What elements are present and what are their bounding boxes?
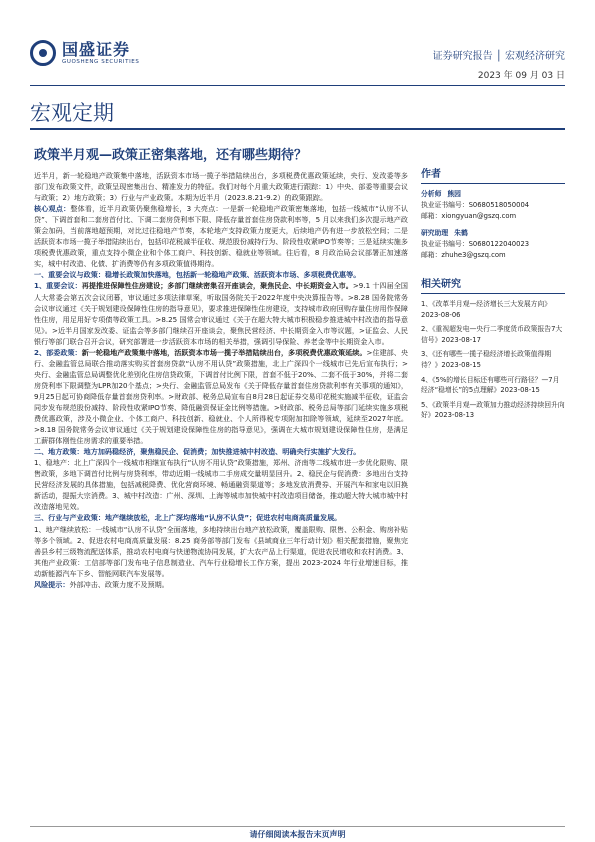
section-1-2-paragraph	[34, 347, 408, 446]
analyst-name: 熊园	[447, 190, 461, 198]
section-1-1-paragraph	[34, 280, 408, 346]
authors-heading: 作者	[421, 165, 565, 184]
assistant-name: 朱鹤	[454, 229, 468, 237]
section-title: 宏观定期	[30, 101, 114, 125]
footer-divider	[30, 826, 565, 827]
related-item[interactable]: 1、《改革半月观—经济增长三大发展方向》2023-08-06	[421, 300, 552, 319]
report-date: 2023 年 09 月 03 日	[477, 71, 565, 81]
footer-disclaimer: 请仔细阅读本报告末页声明	[249, 830, 346, 839]
related-research	[421, 275, 565, 421]
section-1-heading: 一、重要会议与政策：稳增长政策加快落地，包括新一轮稳地产政策、活跃资本市场、多项税费优惠等。	[34, 270, 361, 280]
related-item[interactable]: 5、《政策半月观—政策加力推动经济持续回升向好》2023-08-13	[421, 400, 565, 420]
brand-name-en: GUOSHENG SECURITIES	[62, 58, 140, 65]
section-1-1-headline: 再提推进保障性住房建设；多部门继续密集召开座谈会，聚焦民企、中长期资金入市。	[81, 281, 353, 291]
brand-logo	[30, 38, 139, 68]
section-3-heading: 三、行业与产业政策：地产继续放松，北上广深均落地“认房不认贷”；促进农村电商高质量发展。	[34, 513, 342, 523]
risk-paragraph	[34, 579, 408, 590]
section-3-text: 1、地产继续放松：一线城市“认房不认贷”全面落地，多地持续出台地产放松政策，覆盖限购、限售、公积金、购房补贴等多个领域。2、促进农村电商高质量发展：8.25 商务部等部门发布《县域商业三年行动计划》相关配套措施，聚焦完善县乡村三级物流配送体系，推动农村电商与快递物流协同发展，扩大农产品上行渠道，促进农民增收和农村消费。3、其他产业政策：工信部等部门发布电子信息制造业、汽车行业稳增长工作方案，提出 2023-2024 年行业增速目标，推动新能源汽车下乡、智能网联汽车发展等。	[34, 524, 408, 578]
core-view-text: 整体看，近半月政策仍聚焦稳增长，3 大亮点：一是新一轮稳地产政策密集落地，包括一线城市“认房不认贷”、下调首套和二套房首付比、下调二套房贷利率下限、降低存量首套住房贷款利率等，5 月以来我们多次提示地产政策会加码，当前落地超预期，对比过往稳地产节奏，本轮地产支持政策力度更大，后续地产仍有进一步放松空间；二是活跃资本市场一揽子举措陆续出台，包括印花税减半征收、规范股份减持行为、阶段性收紧IPO节奏等；三是延续实施多项税费优惠政策，重点支持小微企业和个体工商户、科技创新、稳就业等领域。往后看，8 月政治局会议部署正加速落实，城中村改造、化债、扩消费等仍有多项政策值得期待。	[34, 204, 408, 269]
report-body	[34, 170, 408, 820]
analyst-role: 分析师	[421, 190, 442, 198]
sidebar	[421, 165, 565, 425]
related-list	[421, 299, 565, 421]
related-item[interactable]: 4、《5%的增长目标还有哪些可行路径？—7月经济“稳增长”的5点理解》2023-08-15	[421, 375, 560, 395]
core-view-paragraph	[34, 203, 408, 269]
section-divider	[30, 128, 565, 130]
intro-paragraph: 近半月，新一轮稳地产政策集中落地，活跃资本市场一揽子举措陆续出台，多项税费优惠政策延续，央行、发改委等多部门发布政策文件，政策呈现密集出台、精准发力的特征。我们对每个月重大政策进行跟踪：1）中央、部委等重要会议与政策；2）地方政策；3）行业与产业政策。本期为近半月（2023.8.21-9.2）的政策跟踪。	[34, 171, 408, 203]
related-heading: 相关研究	[421, 275, 565, 294]
header-divider	[30, 85, 565, 86]
core-view-label: 核心观点：	[34, 204, 71, 214]
assistant-email[interactable]: 邮箱：zhuhe3@gszq.com	[421, 251, 506, 259]
analyst-license: 执业证书编号：S0680518050004	[421, 201, 530, 209]
analyst-email[interactable]: 邮箱：xiongyuan@gszq.com	[421, 212, 517, 220]
section-2-heading: 二、地方政策：地方加码稳经济，聚焦稳民企、促消费；加快推进城中村改造、明确央行实施扩大发行。	[34, 447, 361, 457]
risk-label: 风险提示：	[34, 579, 70, 589]
section-1-1-text: >9.1 十四届全国人大常委会第五次会议闭幕，审议通过多项法律草案，听取国务院关于2022年度中央决算报告等。>8.28 国务院常务会议审议通过《关于规划建设保障性住房的指导意见》，要求推进保障性住房建设，支持城市政府回购存量住房用作保障性住房，用足用好专项债等政策工具。>8.25 国常会审议通过《关于在超大特大城市积极稳步推进城中村改造的指导意见》。>近半月国家发改委、证监会等多部门继续召开座谈会，聚焦民营经济、中长期资金入市等议题，>证监会、人民银行等部门联合召开会议，研究部署进一步活跃资本市场的相关举措，强调引导保险、养老金等中长期资金入市。	[34, 281, 408, 346]
related-item[interactable]: 3、《还有哪些一揽子稳经济增长政策值得期待？》2023-08-15	[421, 350, 552, 369]
section-1-2-headline: 新一轮稳地产政策集中落地，活跃资本市场一揽子举措陆续出台，多项税费优惠政策延续。	[81, 347, 367, 357]
related-item[interactable]: 2、《重视超发电—央行二季度货币政策报告7大信号》2023-08-17	[421, 325, 563, 344]
section-1-2-text: >住建部、央行、金融监管总局联合推动落实购买首套房贷款“认房不用认贷”政策措施，北上广深四个一线城市已先后宣布执行；>央行、金融监管总局调整优化差别化住房信贷政策，下调首付比例下限，首套不低于20%、二套不低于30%，并将二套房贷利率下限调整为LPR加20个基点；>央行、金融监管总局发布《关于降低存量首套住房贷款利率有关事项的通知》，9月25日起可协商降低存量首套房贷利率。>财政部、税务总局宣布自8月28日起证券交易印花税实施减半征收，证监会同步发布规范股份减持、阶段性收紧IPO节奏、降低融资保证金比例等措施。>财政部、税务总局等部门延续实施多项税费优惠政策，涉及小微企业、个体工商户、科技创新、稳就业、个人所得税专项附加扣除等领域，延续至2027年底。>8.18 国务院常务会议审议通过《关于规划建设保障性住房的指导意见》，强调在大城市规划建设保障性住房，是满足工薪群体刚性住房需求的重要举措。	[34, 347, 408, 446]
report-title: 政策半月观—政策正密集落地，还有哪些期待？	[34, 148, 308, 163]
brand-name-cn: 国盛证券	[62, 39, 131, 59]
section-1-1-label: 1、重要会议：	[34, 281, 82, 291]
risk-text: 外部冲击、政策力度不及预期。	[69, 579, 169, 589]
assistant-role: 研究助理	[421, 229, 449, 237]
section-2-text: 1、稳地产：北上广深四个一线城市相继宣布执行“认房不用认贷”政策措施，郑州、济南等二线城市进一步优化限购、限售政策，多地下调首付比例与房贷利率，带动近期一线城市二手房成交量明显回升。2、稳民企与促消费：多地出台支持民营经济发展的具体措施，包括减税降费、优化营商环境、畅通融资渠道等；多地发放消费券、开展汽车和家电以旧换新活动，提振大宗消费。3、城中村改造：广州、深圳、上海等城市加快城中村改造项目储备，推动超大特大城市城中村改造落地见效。	[34, 458, 408, 512]
logo-emblem-icon	[30, 40, 56, 66]
report-type: 证券研究报告 │ 宏观经济研究	[432, 51, 565, 62]
assistant-license: 执业证书编号：S0680122040023	[421, 240, 530, 248]
section-1-2-label: 2、部委政策：	[34, 347, 82, 357]
assistant-card	[421, 228, 565, 261]
analyst-card	[421, 189, 565, 222]
